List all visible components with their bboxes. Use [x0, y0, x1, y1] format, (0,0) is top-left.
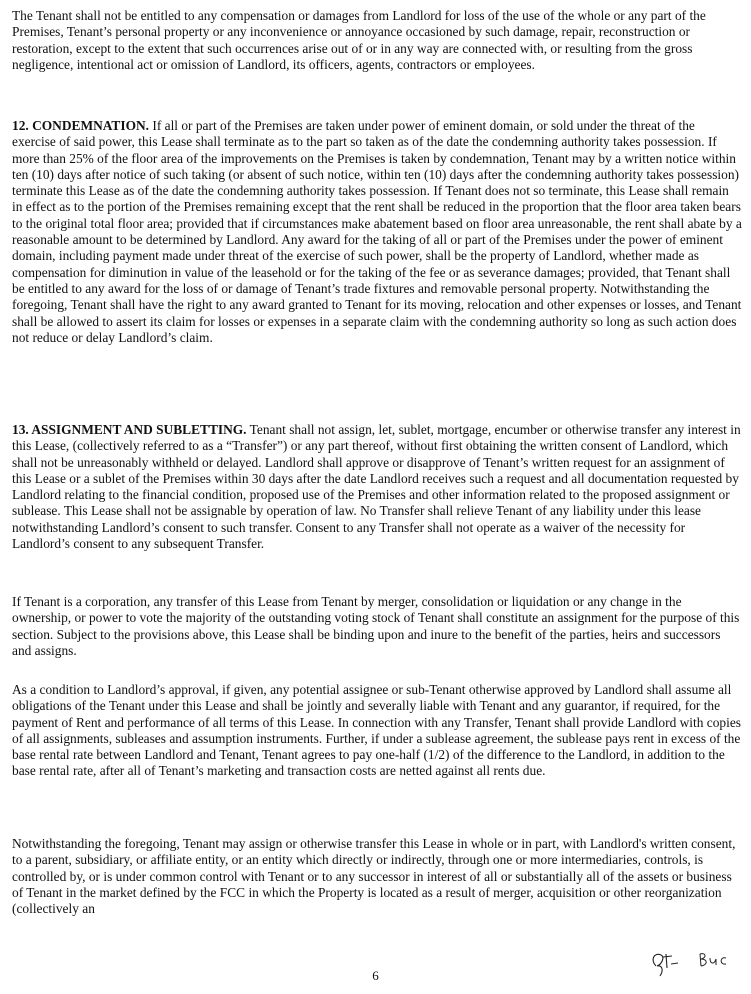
section-heading: 13. ASSIGNMENT AND SUBLETTING. [12, 422, 247, 437]
section-heading: 12. CONDEMNATION. [12, 118, 150, 133]
paragraph-corporate-transfer [12, 594, 742, 659]
paragraph-text: If Tenant is a corporation, any transfer of this Lease from Tenant by merger, consolidation or liquidation or any change in the ownership, or power to vote the majority of the outstanding voting stock of Tenant shall constitute an assignment for the purpose of this section. Subject to the provisions above, this Lease shall be binding upon and inure to the benefit of the parties, heirs and successors and assigns. [12, 594, 740, 658]
page-number: 6 [372, 968, 379, 983]
paragraph-text: Notwithstanding the foregoing, Tenant may assign or otherwise transfer this Lease in whole or in part, with Landlord's written consent, to a parent, subsidiary, or affiliate entity, or an entity which directly or indirectly, through one or more intermediaries, controls, is controlled by, or is under common control with Tenant or to any successor in interest of all or substantially all of the assets or business of Tenant in the market defined by the FCC in which the Property is located as a result of merger, acquisition or other reorganization (collectively an [12, 836, 736, 917]
paragraph-text: As a condition to Landlord’s approval, if given, any potential assignee or sub-Tenant otherwise approved by Landlord shall assume all obligations of the Tenant under this Lease and shall be jointly and severally liable with Tenant and any guarantor, if required, for the payment of Rent and performance of all terms of this Lease. In connection with any Transfer, Tenant shall provide Landlord with copies of all assignments, subleases and assumption instruments. Further, if under a sublease agreement, the sublease pays rent in excess of the base rental rate between Landlord and Tenant, Tenant agrees to pay one-half (1/2) of the difference to the Landlord, in addition to the base rental rate, after all of Tenant’s marketing and transaction costs are netted against all rents due. [12, 682, 741, 779]
paragraph-text: Tenant shall not assign, let, sublet, mortgage, encumber or otherwise transfer any interest in this Lease, (collectively referred to as a “Transfer”) or any part thereof, without first obtaining the written consent of Landlord, which shall not be unreasonably withheld or delayed. Landlord shall approve or disapprove of Tenant’s written request for an assignment of this Lease or a sublet of the Premises within 30 days after the date Landlord receives such a request and all documentation requested by Landlord relating to the financial condition, proposed use of the Premises and other information related to the proposed assignment or sublease. This Lease shall not be assignable by operation of law. No Transfer shall relieve Tenant of any liability under this lease notwithstanding Landlord’s consent to such transfer. Consent to any Transfer shall not operate as a waiver of the necessity for Landlord’s consent to any subsequent Transfer. [12, 422, 741, 552]
paragraph-affiliate-transfer [12, 836, 742, 917]
paragraph-approval-condition [12, 682, 742, 780]
section-13-assignment [12, 422, 742, 552]
paragraph-text: If all or part of the Premises are taken under power of eminent domain, or sold under the threat of the exercise of said power, this Lease shall terminate as to the part so taken as of the date the condemning authority takes possession. If more than 25% of the floor area of the improvements on the Premises is taken by condemnation, Tenant may by a written notice within ten (10) days after notice of such taking (or absent of such notice, within ten (10) days after the condemning authority takes possession) terminate this Lease as of the date the condemning authority takes possession. If Tenant does not so terminate, this Lease shall remain in effect as to the portion of the Premises remaining except that the rent shall be reduced in the proportion that the floor area taken bears to the original total floor area; provided that if circumstances make abatement based on floor area unreasonable, the rent shall abate by a reasonable amount to be determined by Landlord. Any award for the taking of all or part of the Premises under the power of eminent domain, including payment made under threat of the exercise of such power, shall be the property of Landlord, whether made as compensation for diminution in value of the leasehold or for the taking of the fee or as severance damages; provided, that Tenant shall be entitled to any award for the loss of or damage of Tenant’s trade fixtures and removable personal property. Notwithstanding the foregoing, Tenant shall have the right to any award granted to Tenant for its moving, relocation and other expenses or losses, and Tenant shall be allowed to assert its claim for losses or expenses in a separate claim with the condemning authority so long as such action does not reduce or delay Landlord’s claim. [12, 118, 742, 345]
paragraph-text: The Tenant shall not be entitled to any compensation or damages from Landlord for loss of the use of the whole or any part of the Premises, Tenant’s personal property or any inconvenience or annoyance occasioned by such damage, repair, reconstruction or restoration, except to the extent that such occurrences arise out of or in any way are connected with, or resulting from the gross negligence, intentional act or omission of Landlord, its officers, agents, contractors or employees. [12, 8, 706, 72]
section-12-condemnation [12, 118, 742, 346]
paragraph-damages-waiver [12, 8, 742, 73]
